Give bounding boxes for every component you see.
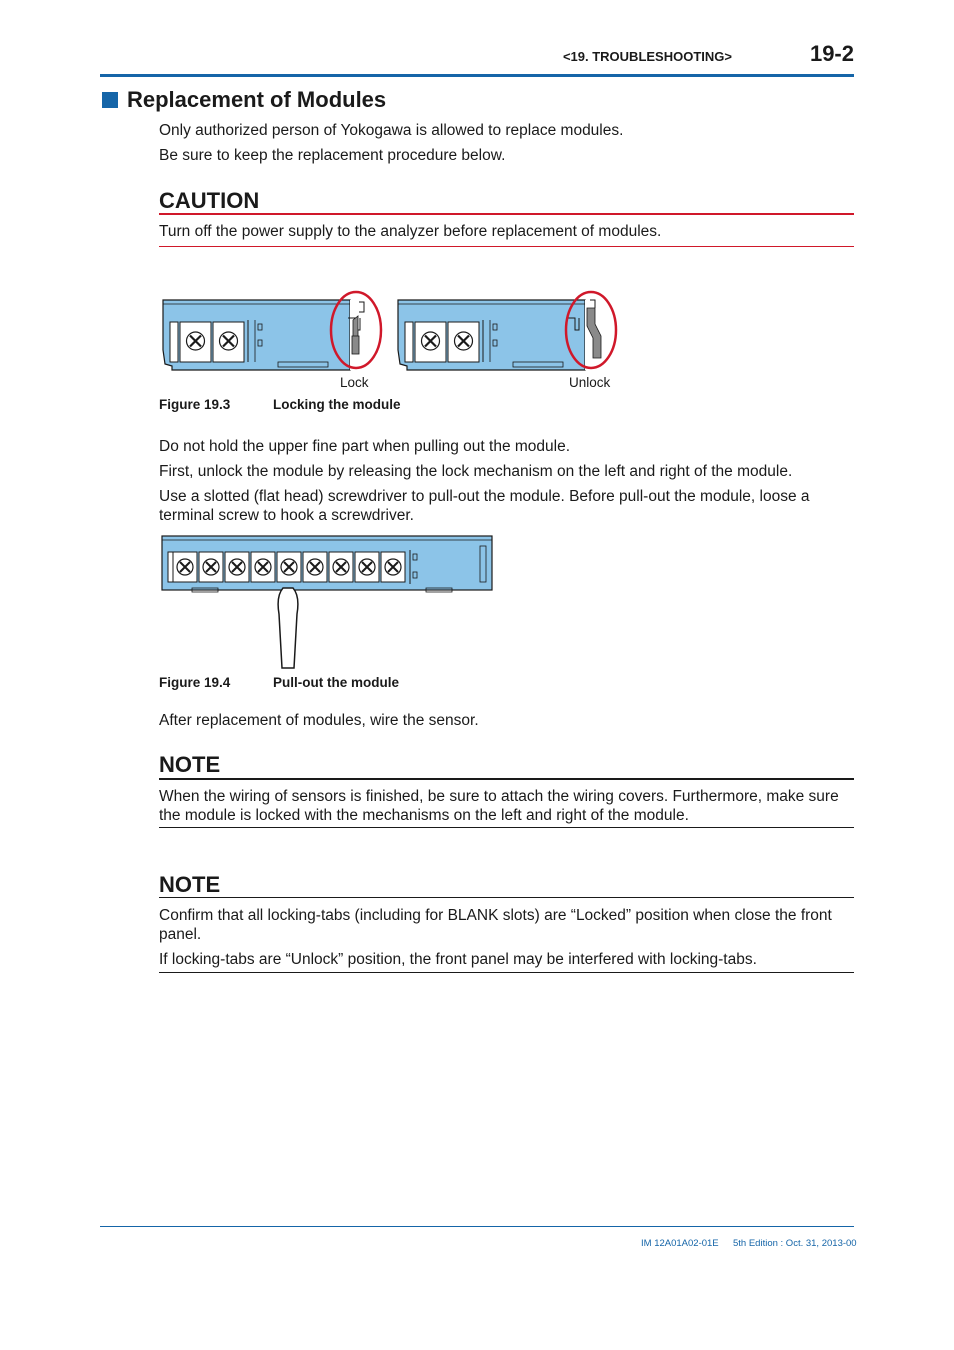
figure-19-3-label: Figure 19.3: [159, 397, 231, 412]
footer-rule: [100, 1226, 854, 1227]
body-paragraph-3: Use a slotted (flat head) screwdriver to pull-out the module. Before pull-out the module, loose a terminal screw to hook a screwdriver.: [159, 488, 810, 524]
note-2-paragraph-2: If locking-tabs are “Unlock” position, the front panel may be interfered with locking-tabs.: [159, 951, 757, 968]
note-1-text: When the wiring of sensors is finished, be sure to attach the wiring covers. Furthermore, make sure the module is locked with the mechanisms on the left and right of the module.: [159, 788, 839, 824]
note-2-title: NOTE: [159, 872, 221, 897]
section-bullet-icon: [102, 92, 118, 108]
note-2-paragraph-1: Confirm that all locking-tabs (including for BLANK slots) are “Locked” position when close the front panel.: [159, 907, 832, 943]
intro-paragraph-1: Only authorized person of Yokogawa is allowed to replace modules.: [159, 122, 624, 139]
page-number: 19-2: [809, 41, 854, 66]
note-1-title: NOTE: [159, 752, 221, 777]
section-title: Replacement of Modules: [127, 87, 387, 112]
caution-bottom-rule: [159, 246, 854, 247]
footer-document-id: IM 12A01A02-01E: [641, 1238, 719, 1249]
after-replacement-text: After replacement of modules, wire the sensor.: [159, 712, 479, 729]
figure-19-3-caption: Locking the module: [273, 397, 401, 412]
body-paragraph-1: Do not hold the upper fine part when pulling out the module.: [159, 438, 571, 455]
pullout-module-illustration: [158, 532, 498, 672]
lock-module-illustration: [160, 290, 390, 380]
note-2-top-rule: [159, 897, 854, 898]
chapter-header: <19. TROUBLESHOOTING>: [562, 49, 732, 64]
caution-text: Turn off the power supply to the analyzer before replacement of modules.: [159, 223, 662, 240]
note-1-bottom-rule: [159, 827, 854, 828]
body-paragraph-2: First, unlock the module by releasing the lock mechanism on the left and right of the module.: [159, 463, 793, 480]
caution-title: CAUTION: [159, 188, 260, 213]
terminal-screws: [173, 552, 405, 582]
figure-19-4-label: Figure 19.4: [159, 675, 231, 690]
note-2-bottom-rule: [159, 972, 854, 973]
figure-19-4-caption: Pull-out the module: [273, 675, 399, 690]
unlock-module-illustration: [395, 290, 625, 380]
unlock-label: Unlock: [569, 375, 611, 390]
lock-label: Lock: [340, 375, 369, 390]
footer-edition: 5th Edition : Oct. 31, 2013-00: [733, 1238, 857, 1249]
caution-top-rule: [159, 213, 854, 215]
header-rule: [100, 74, 854, 77]
intro-paragraph-2: Be sure to keep the replacement procedure below.: [159, 147, 506, 164]
note-1-top-rule: [159, 778, 854, 780]
